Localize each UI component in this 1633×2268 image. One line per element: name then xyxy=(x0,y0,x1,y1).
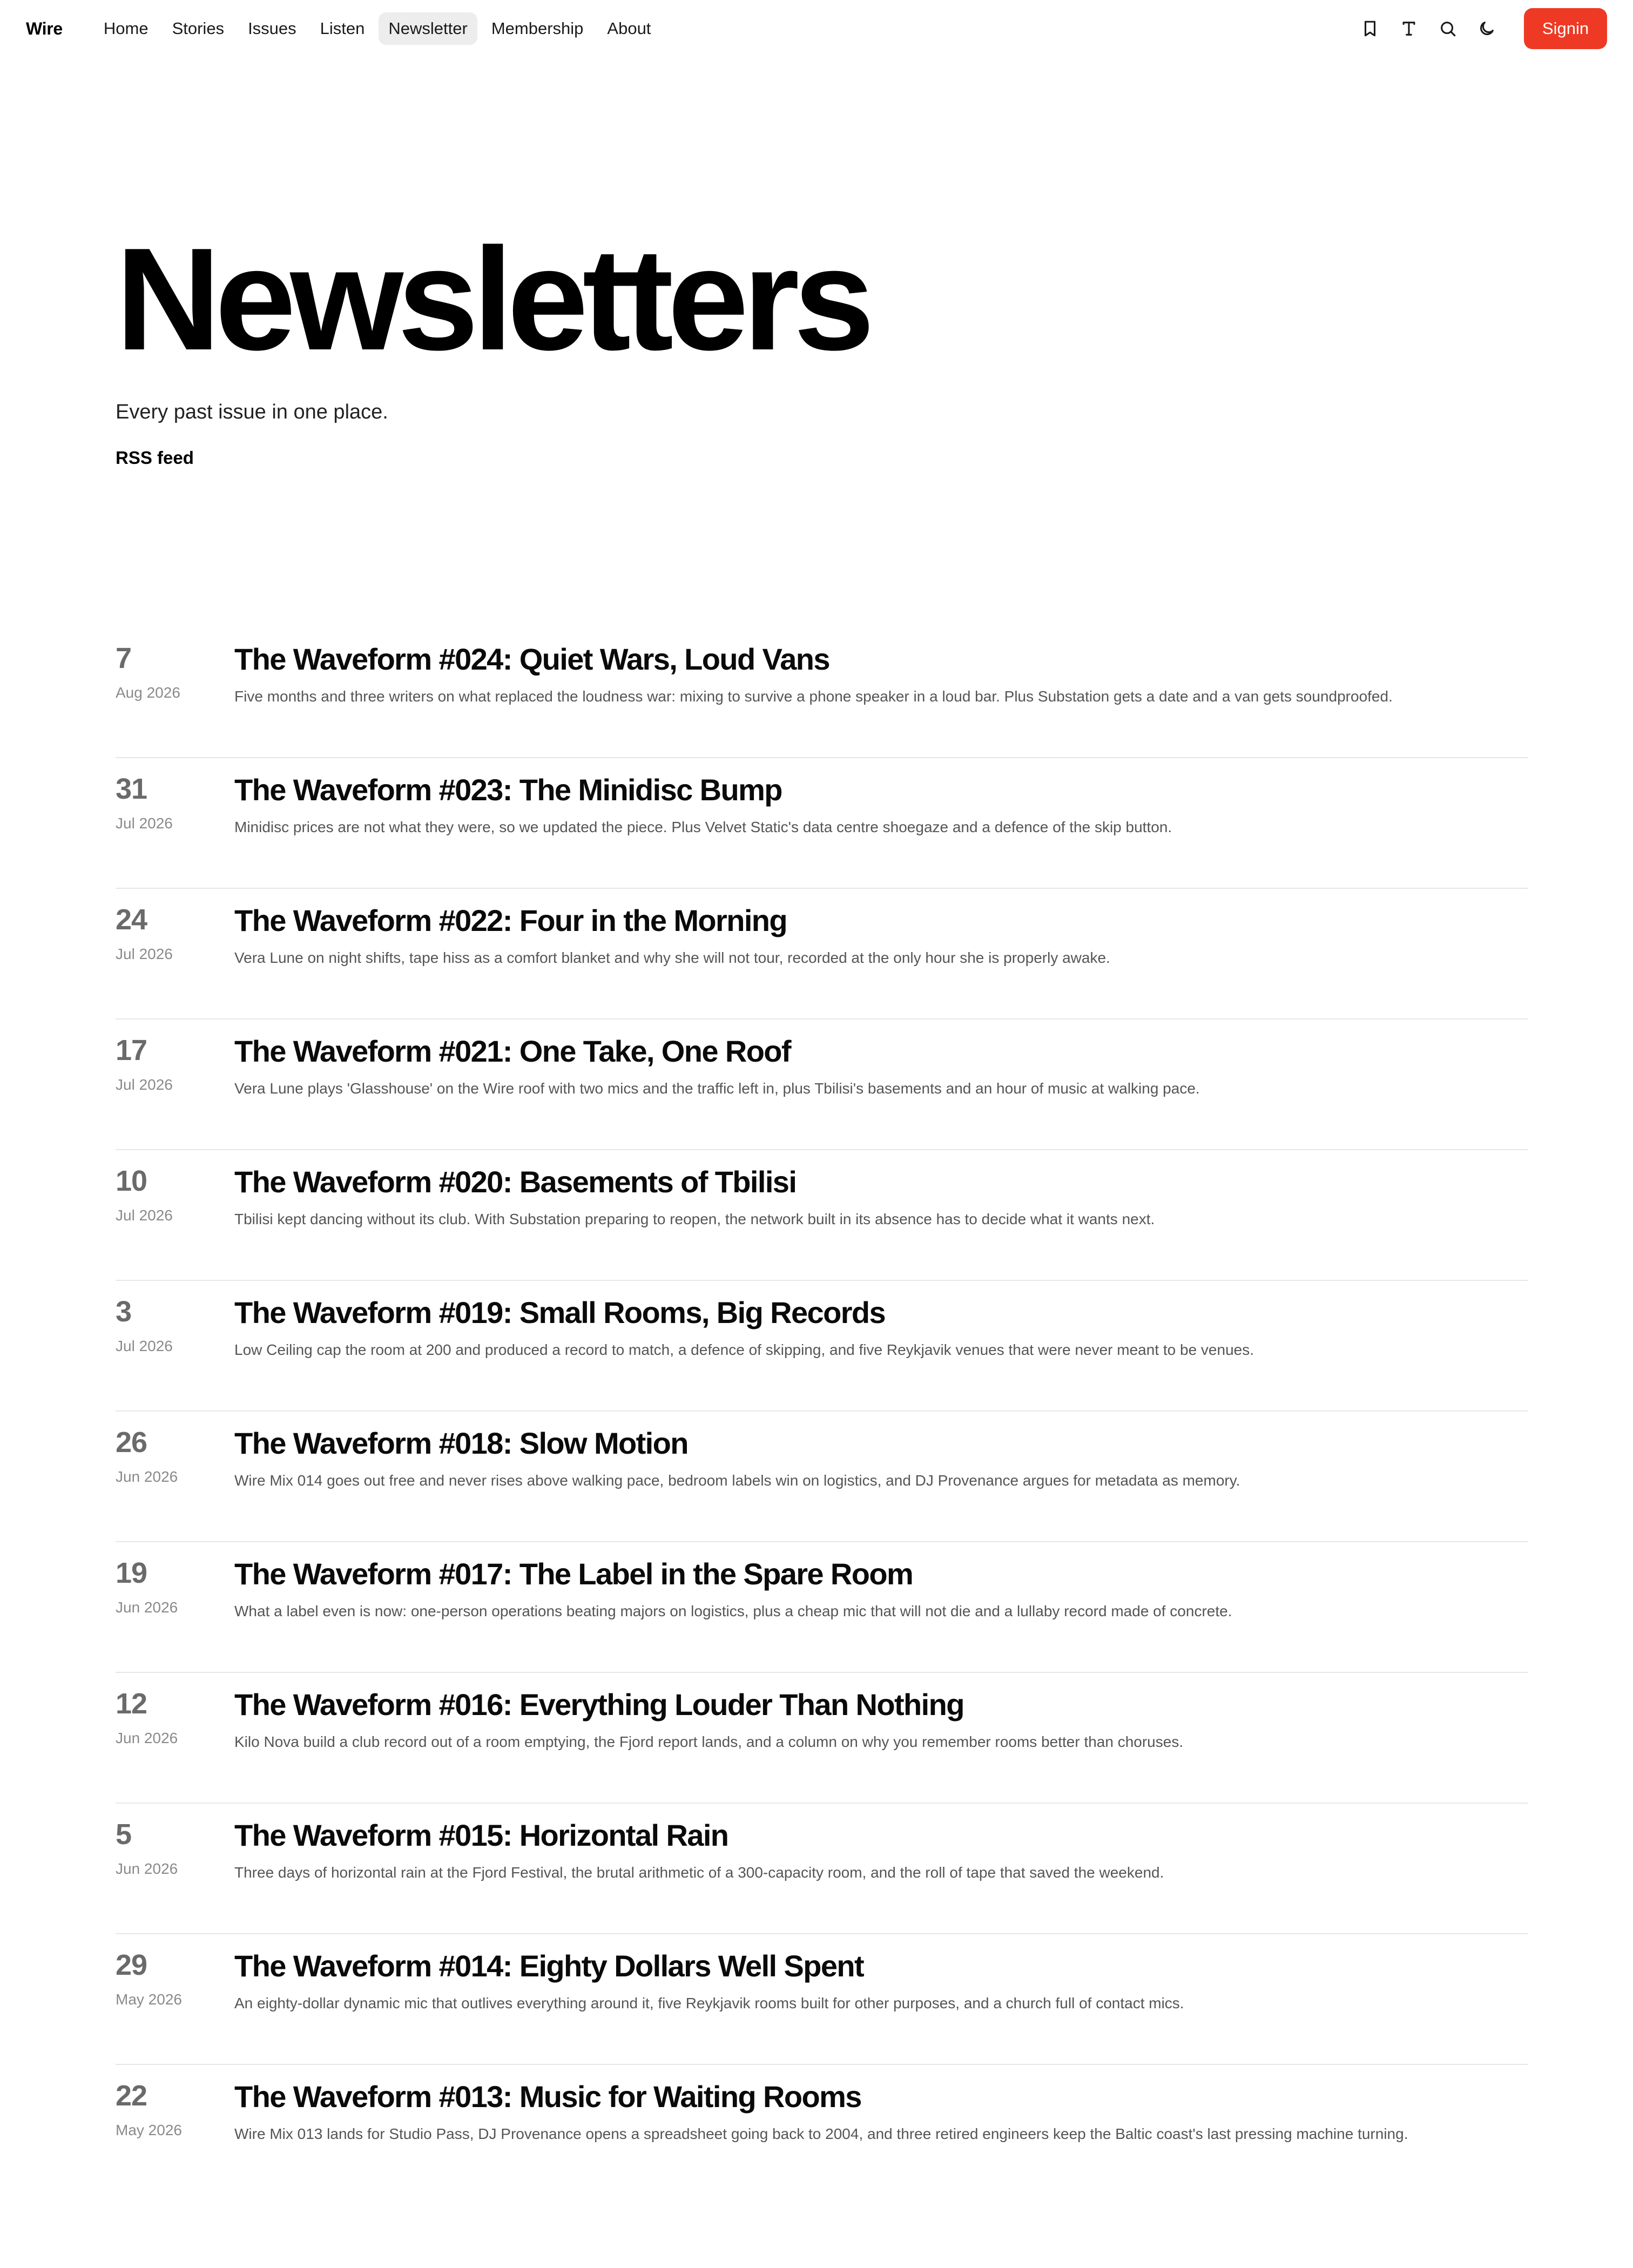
issue-date xyxy=(116,1688,234,1803)
nav-item-home[interactable]: Home xyxy=(103,19,149,38)
issue-day: 3 xyxy=(116,1295,132,1328)
issue-day: 22 xyxy=(116,2080,147,2112)
issue-title[interactable]: The Waveform #018: Slow Motion xyxy=(234,1426,688,1460)
issue-title[interactable]: The Waveform #015: Horizontal Rain xyxy=(234,1818,728,1852)
issue-description: Three days of horizontal rain at the Fjord Festival, the brutal arithmetic of a 300-capacity room, and the roll of tape that saved the weekend. xyxy=(234,1864,1164,1881)
page-title: Newsletters xyxy=(116,218,869,381)
newsletter-item[interactable] xyxy=(116,1412,1528,1542)
newsletter-item[interactable] xyxy=(116,758,1528,889)
issue-body xyxy=(234,1819,1528,1933)
nav-item-stories[interactable]: Stories xyxy=(172,19,225,38)
issue-day: 7 xyxy=(116,642,132,674)
newsletter-item[interactable] xyxy=(116,2065,1528,2196)
issue-title[interactable]: The Waveform #022: Four in the Morning xyxy=(234,903,787,937)
issue-body xyxy=(234,2080,1528,2196)
issue-date xyxy=(116,1949,234,2064)
newsletter-item[interactable] xyxy=(116,1934,1528,2065)
issue-body xyxy=(234,1427,1528,1541)
issue-description: Low Ceiling cap the room at 200 and produced a record to match, a defence of skipping, and five Reykjavik venues that were never meant to be venues. xyxy=(234,1341,1254,1358)
nav-item-issues[interactable]: Issues xyxy=(248,19,296,38)
issue-body xyxy=(234,1949,1528,2064)
issue-body xyxy=(234,1296,1528,1410)
brand-logo[interactable]: Wire xyxy=(26,18,63,38)
issue-day: 17 xyxy=(116,1034,147,1066)
issue-date xyxy=(116,1819,234,1933)
issue-month: Jul 2026 xyxy=(116,946,173,963)
moon-icon[interactable] xyxy=(1475,17,1498,40)
main-nav xyxy=(94,12,661,45)
nav-item-membership[interactable]: Membership xyxy=(491,19,584,38)
issue-month: May 2026 xyxy=(116,2122,182,2139)
issue-date xyxy=(116,773,234,888)
issue-description: Vera Lune plays 'Glasshouse' on the Wire roof with two mics and the traffic left in, plus Tbilisi's basements and an hour of music at walking pace. xyxy=(234,1079,1200,1097)
issue-date xyxy=(116,1035,234,1149)
issue-title[interactable]: The Waveform #020: Basements of Tbilisi xyxy=(234,1165,797,1199)
issue-month: Jun 2026 xyxy=(116,1730,178,1747)
issue-month: Jun 2026 xyxy=(116,1860,178,1878)
issue-description: Tbilisi kept dancing without its club. With Substation preparing to reopen, the network built in its absence has to decide what it wants next. xyxy=(234,1210,1155,1227)
signin-button[interactable]: Signin xyxy=(1524,8,1607,49)
rss-feed-link[interactable]: RSS feed xyxy=(116,448,194,468)
issue-description: Five months and three writers on what replaced the loudness war: mixing to survive a phone speaker in a loud bar. Plus Substation gets a date and a van gets soundproofed. xyxy=(234,687,1393,705)
issue-month: Jun 2026 xyxy=(116,1468,178,1486)
issue-body xyxy=(234,1557,1528,1672)
newsletter-item[interactable] xyxy=(116,1804,1528,1934)
issue-date xyxy=(116,1165,234,1280)
typography-icon[interactable] xyxy=(1398,17,1420,40)
issue-month: Aug 2026 xyxy=(116,684,180,701)
issue-date xyxy=(116,1557,234,1672)
issue-description: Vera Lune on night shifts, tape hiss as a comfort blanket and why she will not tour, recorded at the only hour she is properly awake. xyxy=(234,949,1110,966)
newsletter-item[interactable] xyxy=(116,1281,1528,1412)
issue-title[interactable]: The Waveform #024: Quiet Wars, Loud Vans xyxy=(234,642,829,676)
issue-day: 19 xyxy=(116,1557,147,1589)
newsletter-item[interactable] xyxy=(116,1020,1528,1150)
issue-day: 5 xyxy=(116,1818,132,1851)
issue-body xyxy=(234,1035,1528,1149)
page-hero xyxy=(116,218,869,468)
nav-item-listen[interactable]: Listen xyxy=(320,19,365,38)
issue-month: Jun 2026 xyxy=(116,1599,178,1616)
issue-date xyxy=(116,643,234,757)
issue-description: An eighty-dollar dynamic mic that outlives everything around it, five Reykjavik rooms built for other purposes, and a church full of contact mics. xyxy=(234,1994,1184,2012)
issue-date xyxy=(116,2080,234,2196)
issue-date xyxy=(116,1296,234,1410)
search-icon[interactable] xyxy=(1436,17,1459,40)
issue-title[interactable]: The Waveform #023: The Minidisc Bump xyxy=(234,773,782,807)
newsletter-item[interactable] xyxy=(116,1673,1528,1804)
issue-day: 12 xyxy=(116,1688,147,1720)
issue-day: 31 xyxy=(116,773,147,805)
issue-day: 29 xyxy=(116,1949,147,1981)
issue-month: Jul 2026 xyxy=(116,1338,173,1355)
issue-title[interactable]: The Waveform #014: Eighty Dollars Well Spent xyxy=(234,1949,864,1983)
issue-day: 24 xyxy=(116,903,147,936)
newsletter-item[interactable] xyxy=(116,1150,1528,1281)
issue-month: Jul 2026 xyxy=(116,1076,173,1094)
issue-description: Wire Mix 014 goes out free and never rises above walking pace, bedroom labels win on logistics, and DJ Provenance argues for metadata as memory. xyxy=(234,1472,1240,1489)
issue-description: What a label even is now: one-person operations beating majors on logistics, plus a cheap mic that will not die and a lullaby record made of concrete. xyxy=(234,1602,1232,1619)
issue-title[interactable]: The Waveform #021: One Take, One Roof xyxy=(234,1034,791,1068)
issue-title[interactable]: The Waveform #019: Small Rooms, Big Records xyxy=(234,1295,886,1329)
issue-body xyxy=(234,773,1528,888)
toolbar xyxy=(1359,8,1607,49)
top-navigation xyxy=(0,0,1633,57)
issue-title[interactable]: The Waveform #016: Everything Louder Than Nothing xyxy=(234,1688,964,1722)
newsletter-item[interactable] xyxy=(116,627,1528,758)
issue-body xyxy=(234,643,1528,757)
page-subtitle: Every past issue in one place. xyxy=(116,401,388,423)
nav-item-about[interactable]: About xyxy=(607,19,651,38)
issue-date xyxy=(116,1427,234,1541)
issue-body xyxy=(234,904,1528,1018)
issue-title[interactable]: The Waveform #013: Music for Waiting Rooms xyxy=(234,2080,861,2114)
issue-description: Kilo Nova build a club record out of a room emptying, the Fjord report lands, and a column on why you remember rooms better than choruses. xyxy=(234,1733,1184,1750)
bookmark-icon[interactable] xyxy=(1359,17,1381,40)
issue-description: Minidisc prices are not what they were, so we updated the piece. Plus Velvet Static's data centre shoegaze and a defence of the skip button. xyxy=(234,818,1172,835)
issue-date xyxy=(116,904,234,1018)
issue-month: Jul 2026 xyxy=(116,815,173,832)
nav-item-newsletter[interactable]: Newsletter xyxy=(379,12,477,45)
issue-day: 26 xyxy=(116,1426,147,1459)
issue-description: Wire Mix 013 lands for Studio Pass, DJ Provenance opens a spreadsheet going back to 2004, and three retired engineers keep the Baltic coast's last pressing machine turning. xyxy=(234,2125,1408,2142)
newsletter-item[interactable] xyxy=(116,1542,1528,1673)
issue-title[interactable]: The Waveform #017: The Label in the Spare Room xyxy=(234,1557,913,1591)
issue-body xyxy=(234,1688,1528,1803)
issue-month: May 2026 xyxy=(116,1991,182,2008)
newsletter-item[interactable] xyxy=(116,889,1528,1020)
newsletter-list xyxy=(116,627,1528,2196)
issue-day: 10 xyxy=(116,1165,147,1197)
issue-month: Jul 2026 xyxy=(116,1207,173,1224)
issue-body xyxy=(234,1165,1528,1280)
